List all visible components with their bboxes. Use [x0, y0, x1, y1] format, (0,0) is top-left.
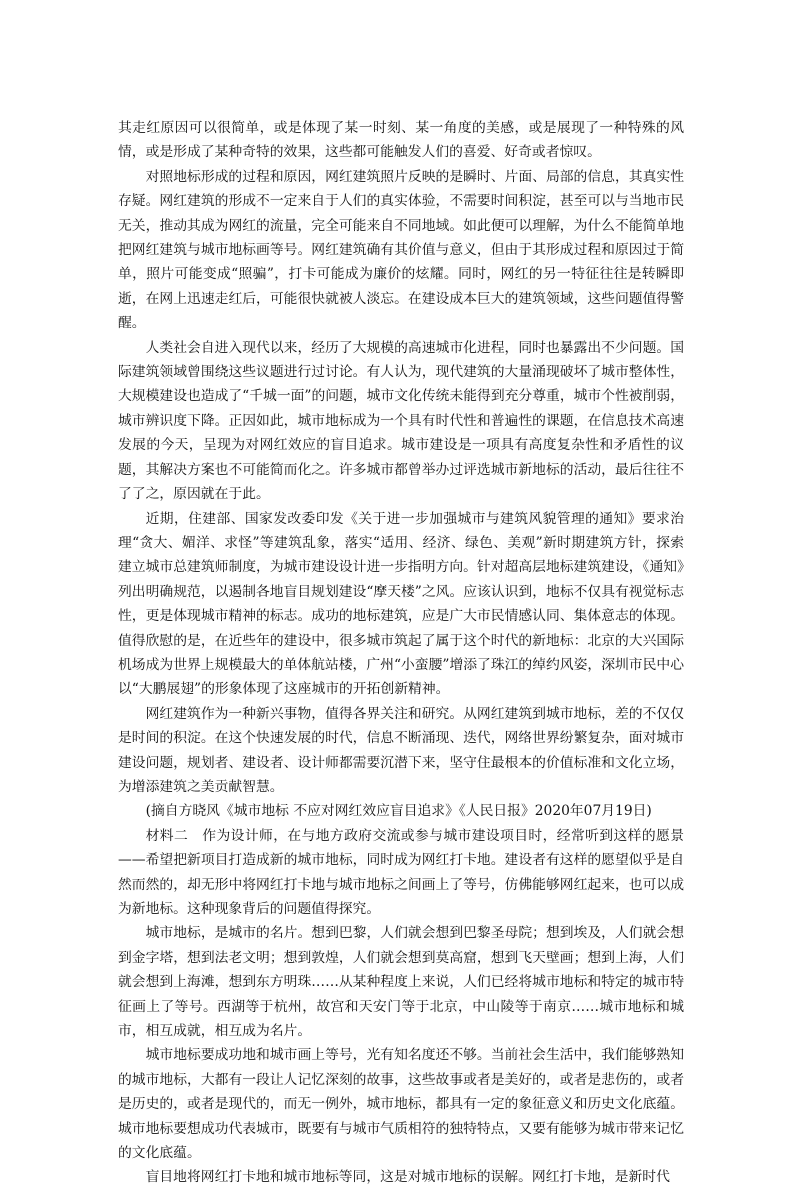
paragraph-material-two: 材料二 作为设计师，在与地方政府交流或参与城市建设项目时，经常听到这样的愿景——希望把新项目打造成新的城市地标，同时成为网红打卡地。建设者有这样的愿望似乎是自然而然的，却无形中将网红打卡地与城市地标之间画上了等号，仿佛能够网红起来，也可以成为新地标。这种现象背后的问题值得探究。 [118, 827, 684, 917]
paragraph: 对照地标形成的过程和原因，网红建筑照片反映的是瞬时、片面、局部的信息，其真实性存疑。网红建筑的形成不一定来自于人们的真实体验，不需要时间积淀，甚至可以与当地市民无关，推动其成为网红的流量，完全可能来自不同地域。如此便可以理解，为什么不能简单地把网红建筑与城市地标画等号。网红建筑确有其价值与意义，但由于其形成过程和原因过于简单，照片可能变成“照骗”，打卡可能成为廉价的炫耀。同时，网红的另一特征往往是转瞬即逝，在网上迅速走红后，可能很快就被人淡忘。在建设成本巨大的建筑领域，这些问题值得警醒。 [118, 168, 684, 332]
source-citation: (摘自方晓风《城市地标 不应对网红效应盲目追求》《人民日报》2020年07月19日) [145, 803, 652, 820]
paragraph: 近期，住建部、国家发改委印发《关于进一步加强城市与建筑风貌管理的通知》要求治理“贪大、媚洋、求怪”等建筑乱象，落实“适用、经济、绿色、美观”新时期建筑方针，探索建立城市总建筑师制度，为城市建设设计进一步指明方向。针对超高层地标建筑建设，《通知》列出明确规范，以遏制各地盲目规划建设“摩天楼”之风。应该认识到，地标不仅具有视觉标志性，更是体现城市精神的标志。成功的地标建筑，应是广大市民情感认同、集体意志的体现。值得欣慰的是，在近些年的建设中，很多城市筑起了属于这个时代的新地标：北京的大兴国际机场成为世界上规模最大的单体航站楼，广州“小蛮腰”增添了珠江的绰约风姿，深圳市民中心以“大鹏展翅”的形象体现了这座城市的开拓创新精神。 [118, 510, 684, 698]
paragraph: 网红建筑作为一种新兴事物，值得各界关注和研究。从网红建筑到城市地标，差的不仅仅是时间的积淀。在这个快速发展的时代，信息不断涌现、迭代，网络世界纷繁复杂，面对城市建设问题，规划者、建设者、设计师都需要沉潜下来，坚守住最根本的价值标准和文化立场，为增添建筑之美贡献智慧。 [118, 705, 684, 795]
paragraph: 城市地标要成功地和城市画上等号，光有知名度还不够。当前社会生活中，我们能够熟知的城市地标，大都有一段让人记忆深刻的故事，这些故事或者是美好的，或者是悲伤的，或者是历史的，或者是现代的，而无一例外，城市地标，都具有一定的象征意义和历史文化底蕴。城市地标要想成功代表城市，既要有与城市气质相符的独特特点，又要有能够为城市带来记忆的文化底蕴。 [118, 1047, 684, 1162]
document-page [118, 116, 684, 1190]
paragraph: 城市地标，是城市的名片。想到巴黎，人们就会想到巴黎圣母院；想到埃及，人们就会想到金字塔，想到法老文明；想到敦煌，人们就会想到莫高窟，想到飞天壁画；想到上海，人们就会想到上海滩，想到东方明珠……从某种程度上来说，人们已经将城市地标和特定的城市特征画上了等号。西湖等于杭州，故宫和天安门等于北京，中山陵等于南京……城市地标和城市，相互成就，相互成为名片。 [118, 925, 684, 1040]
paragraph: 其走红原因可以很简单，或是体现了某一时刻、某一角度的美感，或是展现了一种特殊的风情，或是形成了某种奇特的效果，这些都可能触发人们的喜爱、好奇或者惊叹。 [118, 120, 684, 161]
paragraph: 盲目地将网红打卡地和城市地标等同，这是对城市地标的误解。网红打卡地，是新时代 [145, 1169, 670, 1186]
paragraph: 人类社会自进入现代以来，经历了大规模的高速城市化进程，同时也暴露出不少问题。国际建筑领域曾围绕这些议题进行过讨论。有人认为，现代建筑的大量涌现破坏了城市整体性，大规模建设也造成了“千城一面”的问题，城市文化传统未能得到充分尊重，城市个性被削弱，城市辨识度下降。正因如此，城市地标成为一个具有时代性和普遍性的课题，在信息技术高速发展的今天，呈现为对网红效应的盲目追求。城市建设是一项具有高度复杂性和矛盾性的议题，其解决方案也不可能简而化之。许多城市都曾举办过评选城市新地标的活动，最后往往不了了之，原因就在于此。 [118, 339, 684, 503]
